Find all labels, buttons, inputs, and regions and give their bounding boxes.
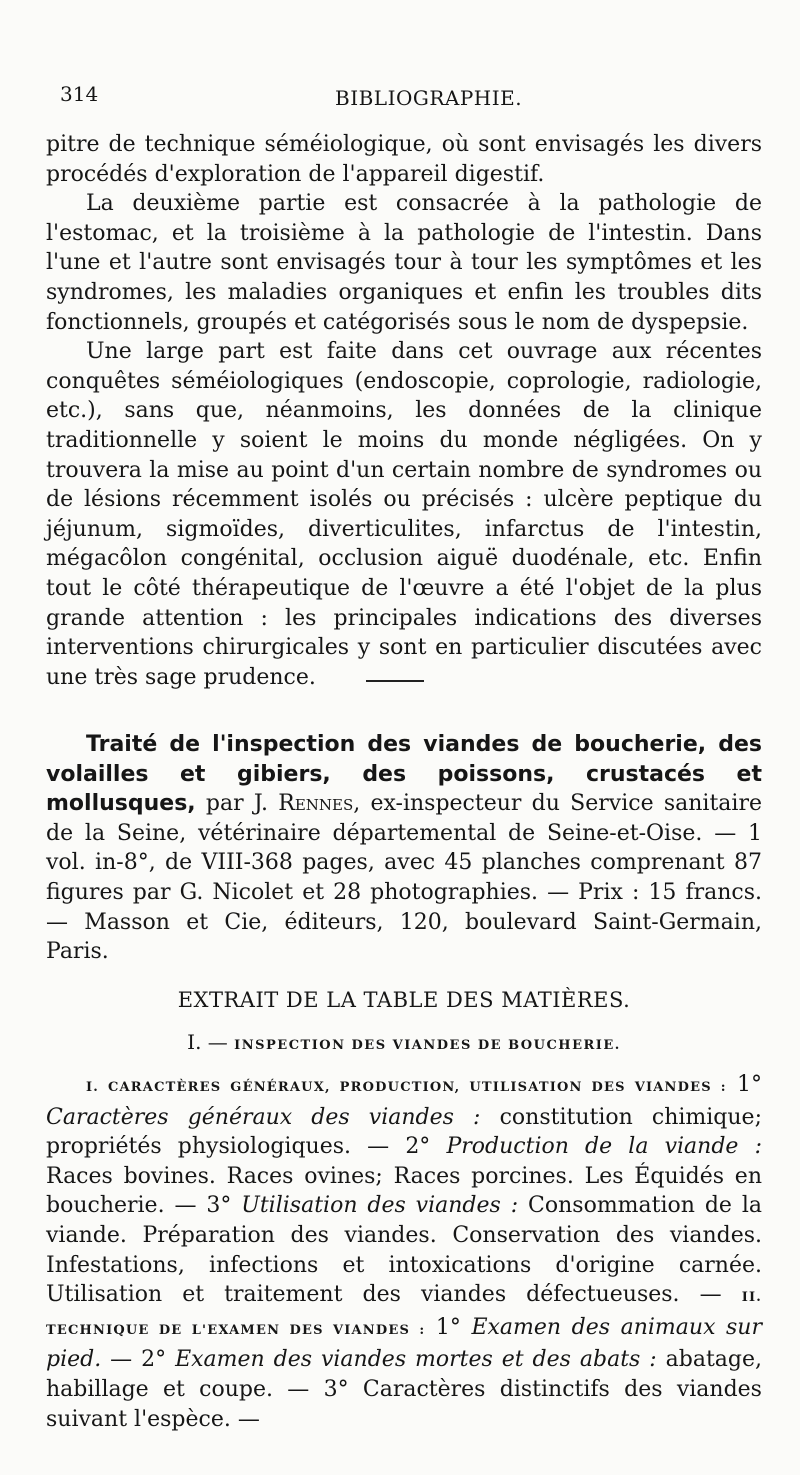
first-review-body bbox=[46, 130, 762, 692]
toc-item-text: Caractères distinctifs des viandes suivant l'espèce. — bbox=[46, 1376, 762, 1432]
section-divider bbox=[366, 680, 424, 682]
toc-item-title: Examen des viandes mortes et des abats : bbox=[175, 1347, 657, 1373]
toc-item-num: 1° bbox=[435, 1314, 461, 1340]
toc-item-title: Examen des animaux sur pied. bbox=[46, 1314, 762, 1373]
toc-body bbox=[46, 1070, 762, 1434]
book-title: Traité de l'inspection des viandes de boucherie, des volailles et gibiers, des poissons, crustacés et mollusques, bbox=[46, 732, 762, 817]
author-initial: J. bbox=[253, 791, 268, 817]
toc-item-title: Caractères généraux des viandes : bbox=[46, 1104, 481, 1130]
chapter-title: INSPECTION DES VIANDES DE BOUCHERIE. bbox=[234, 1038, 621, 1053]
review-paragraph-2: La deuxième partie est consacrée à la pathologie de l'estomac, et la troisième à la pathologie de l'intestin. Dans l'une et l'autre sont envisagés tour à tour les symptômes et les syndromes, les maladies organiques et enfin les troubles dits fonctionnels, groupés et catégorisés sous le nom de dyspepsie. bbox=[46, 191, 762, 335]
bibliographic-entry bbox=[46, 730, 762, 967]
toc-item-num: — 2° bbox=[110, 1347, 167, 1373]
book-details: , ex-inspecteur du Service sanitaire de la Seine, vétérinaire départemental de Seine-et-Oise. — 1 vol. in-8°, de VIII-368 pages, avec 45 planches comprenant 87 figures par G. Nicolet et 28 photographies. — Prix : 15 francs. — Masson et Cie, éditeurs, 120, boulevard Saint-Germain, Paris. bbox=[46, 791, 762, 965]
author-surname: Rennes bbox=[278, 791, 354, 817]
chapter-number: I. — bbox=[187, 1030, 228, 1054]
par-word: par bbox=[205, 791, 244, 817]
toc-item-num: 3° bbox=[323, 1376, 349, 1402]
toc-section-2-label: II. TECHNIQUE DE L'EXAMEN DES VIANDES : bbox=[46, 1290, 762, 1338]
toc-section-1-label: I. CARACTÈRES GÉNÉRAUX, PRODUCTION, UTILISATION DES VIANDES : bbox=[86, 1080, 727, 1095]
page-number: 314 bbox=[60, 82, 99, 106]
toc-item-text: Races bovines. Races ovines; Races porcines. Les Équidés en boucherie. — bbox=[46, 1163, 762, 1219]
review-paragraph-3: Une large part est faite dans cet ouvrage aux récentes conquêtes séméiologiques (endoscopie, coprologie, radiologie, etc.), sans que, néanmoins, les données de la clinique traditionnelle y soient le moins du monde négligées. On y trouvera la mise au point d'un certain nombre de syndromes ou de lésions récemment isolés ou précisés : ulcère peptique du jéjunum, sigmoïdes, diverticulites, infarctus de l'intestin, mégacôlon congénital, occlusion aiguë duodénale, etc. Enfin tout le côté thérapeutique de l'œuvre a été l'objet de la plus grande attention : les principales indications des diverses interventions chirurgicales y sont en particulier discutées avec une très sage prudence. bbox=[46, 339, 762, 690]
toc-heading: EXTRAIT DE LA TABLE DES MATIÈRES. bbox=[177, 988, 631, 1012]
toc-item-text: constitution chimique; propriétés physiologiques. — bbox=[46, 1104, 762, 1160]
toc-item-text: abatage, habillage et coupe. — bbox=[46, 1347, 763, 1402]
toc-item-title: Production de la viande : bbox=[446, 1134, 763, 1160]
toc-item-title: Utilisation des viandes : bbox=[241, 1193, 519, 1219]
toc-item-text: Consommation de la viande. Préparation des viandes. Conservation des viandes. Infestations, infections et intoxications d'origine carnée. Utilisation et traitement des viandes défectueuses. — bbox=[46, 1193, 762, 1308]
toc-item-num: 3° bbox=[206, 1193, 232, 1219]
running-title: BIBLIOGRAPHIE. bbox=[335, 86, 523, 110]
second-review-entry bbox=[46, 730, 762, 967]
review-paragraph-1: pitre de technique séméiologique, où sont envisagés les divers procédés d'exploration de l'appareil digestif. bbox=[46, 132, 762, 187]
page-header bbox=[60, 82, 750, 112]
toc-paragraph bbox=[46, 1070, 762, 1434]
toc-item-num: 2° bbox=[405, 1134, 431, 1160]
toc-item-num: 1° bbox=[737, 1072, 762, 1097]
chapter-heading bbox=[46, 1030, 762, 1054]
